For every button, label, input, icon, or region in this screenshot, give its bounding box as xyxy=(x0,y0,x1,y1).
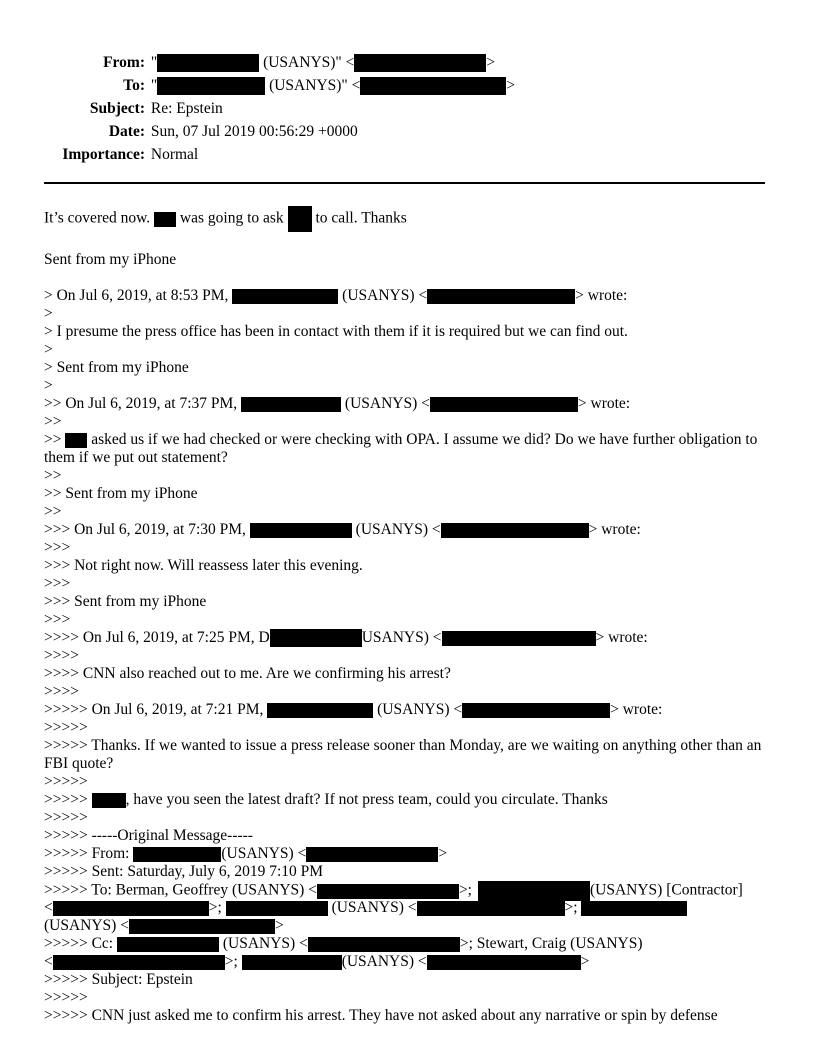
email-body xyxy=(44,206,774,1025)
redaction-box xyxy=(154,212,176,227)
redaction-box xyxy=(442,631,596,646)
body-line: >>>>> , have you seen the latest draft? If not press team, could you circulate. Thanks xyxy=(44,791,608,808)
subject-row xyxy=(30,99,515,122)
body-line: >>>>> xyxy=(44,989,88,1006)
body-line: >>>>> xyxy=(44,719,88,736)
redaction-box xyxy=(133,847,221,862)
redaction-box xyxy=(317,884,459,899)
redaction-box xyxy=(478,881,590,901)
body-line: >>>>> Subject: Epstein xyxy=(44,971,193,988)
body-line: > On Jul 6, 2019, at 8:53 PM, (USANYS) < > wrote: xyxy=(44,287,628,304)
body-line: >> xyxy=(44,503,62,520)
body-line: >> xyxy=(44,467,62,484)
body-line: >>> Not right now. Will reassess later this evening. xyxy=(44,557,363,574)
body-line: >>> On Jul 6, 2019, at 7:30 PM, (USANYS) < > wrote: xyxy=(44,521,641,538)
from-row xyxy=(30,53,515,76)
importance-value: Normal xyxy=(150,146,199,163)
body-line: >>>> On Jul 6, 2019, at 7:25 PM, D USANYS) < > wrote: xyxy=(44,629,648,646)
body-line: >> asked us if we had checked or were checking with OPA. I assume we did? Do we have further obligation to them if we put out statement? xyxy=(44,431,758,466)
date-row xyxy=(30,122,515,145)
body-line: >>>>> xyxy=(44,773,88,790)
redaction-box xyxy=(306,847,438,862)
redaction-box xyxy=(242,955,342,970)
body-line: >> Sent from my iPhone xyxy=(44,485,198,502)
redaction-box xyxy=(65,433,87,448)
email-header xyxy=(30,53,515,168)
body-line: >>>>> Sent: Saturday, July 6, 2019 7:10 PM xyxy=(44,863,324,880)
importance-row xyxy=(30,145,515,168)
to-label: To: xyxy=(123,77,145,94)
body-line: >>>> xyxy=(44,647,79,664)
redaction-box xyxy=(53,955,225,970)
body-line: >>> xyxy=(44,539,71,556)
body-line: >>>>> From: (USANYS) < > xyxy=(44,845,448,862)
from-label: From: xyxy=(103,54,145,71)
redaction-box xyxy=(232,289,338,304)
body-line: >>>>> To: Berman, Geoffrey (USANYS) < >; (USANYS) [Contractor] xyxy=(44,881,774,899)
body-line: >>>> CNN also reached out to me. Are we confirming his arrest? xyxy=(44,665,451,682)
redaction-box xyxy=(462,703,610,718)
body-line: Sent from my iPhone xyxy=(44,251,177,268)
subject-label: Subject: xyxy=(89,100,145,117)
importance-label: Importance: xyxy=(62,146,145,163)
body-line: > I presume the press office has been in contact with them if it is required but we can find out. xyxy=(44,323,628,340)
redaction-box xyxy=(427,289,575,304)
from-value: " (USANYS)" < > xyxy=(150,54,496,71)
redaction-box xyxy=(157,77,265,95)
subject-value: Re: Epstein xyxy=(150,100,223,117)
body-line: >>>>> -----Original Message----- xyxy=(44,827,253,844)
redaction-box xyxy=(250,523,352,538)
redaction-box xyxy=(308,937,460,952)
redaction-box xyxy=(427,955,581,970)
redaction-box xyxy=(417,901,565,916)
body-line: < >; (USANYS) < >; xyxy=(44,899,774,917)
redaction-box xyxy=(360,77,506,95)
body-line: >>>>> xyxy=(44,809,88,826)
to-value: " (USANYS)" < > xyxy=(150,77,516,94)
body-line: >> On Jul 6, 2019, at 7:37 PM, (USANYS) < > wrote: xyxy=(44,395,631,412)
redaction-box xyxy=(241,397,341,412)
redaction-box xyxy=(581,901,687,916)
redaction-box xyxy=(270,629,362,647)
redaction-box xyxy=(288,206,312,232)
body-line: < >; (USANYS) < > xyxy=(44,953,590,970)
body-line: >> xyxy=(44,413,62,430)
body-line: >>> xyxy=(44,575,71,592)
body-line: >>> xyxy=(44,611,71,628)
body-line: > xyxy=(44,305,53,322)
redaction-box xyxy=(157,54,259,72)
date-label: Date: xyxy=(108,123,145,140)
body-line: >>>> xyxy=(44,683,79,700)
body-line: It’s covered now. was going to ask to call. Thanks xyxy=(44,206,774,233)
to-row xyxy=(30,76,515,99)
body-line: >>>>> CNN just asked me to confirm his arrest. They have not asked about any narrative or spin by defense xyxy=(44,1007,718,1024)
body-line: > xyxy=(44,377,53,394)
redaction-box xyxy=(226,901,328,916)
redaction-box xyxy=(267,703,373,718)
body-line: >>> Sent from my iPhone xyxy=(44,593,207,610)
body-line: >>>>> On Jul 6, 2019, at 7:21 PM, (USANYS) < > wrote: xyxy=(44,701,663,718)
redaction-box xyxy=(430,397,578,412)
redaction-box xyxy=(441,523,589,538)
redaction-box xyxy=(354,54,486,72)
body-line: > xyxy=(44,341,53,358)
header-divider xyxy=(44,182,765,184)
body-line: > Sent from my iPhone xyxy=(44,359,189,376)
body-line: >>>>> Thanks. If we wanted to issue a press release sooner than Monday, are we waiting on anything other than an FBI quote? xyxy=(44,737,762,772)
redaction-box xyxy=(117,937,219,952)
redaction-box xyxy=(92,793,126,808)
body-line: (USANYS) < > xyxy=(44,917,284,934)
date-value: Sun, 07 Jul 2019 00:56:29 +0000 xyxy=(150,123,358,140)
redaction-box xyxy=(53,901,209,916)
body-line: >>>>> Cc: (USANYS) < >; Stewart, Craig (USANYS) xyxy=(44,935,643,952)
redaction-box xyxy=(129,919,275,934)
